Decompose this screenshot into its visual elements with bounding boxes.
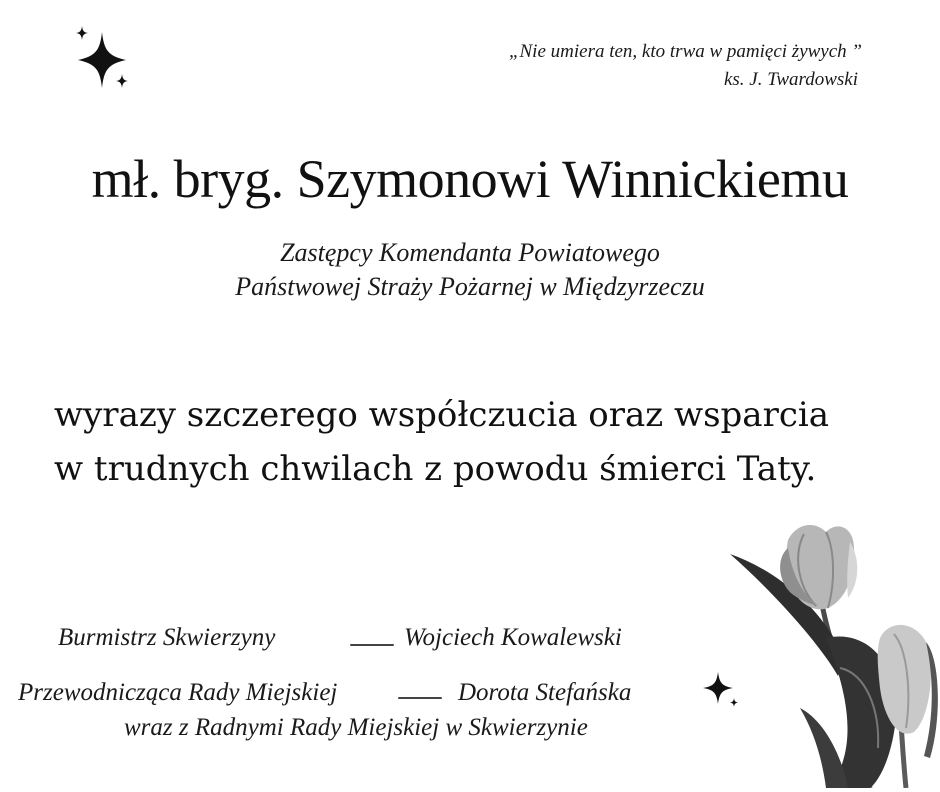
- page-title: mł. bryg. Szymonowi Winnickiemu: [91, 149, 849, 209]
- signature-dash-2: [398, 697, 442, 699]
- signature-name-2: Dorota Stefańska: [458, 679, 632, 706]
- signature-role-1: Burmistrz Skwierzyny: [58, 624, 276, 651]
- message-line-1: wyrazy szczerego współczucia oraz wsparcia: [54, 395, 830, 435]
- sparkle-icon-top: [70, 26, 134, 94]
- signature-name-1: Wojciech Kowalewski: [404, 624, 622, 651]
- condolence-message: [54, 388, 829, 496]
- tulip-icon: [730, 518, 940, 792]
- subtitle: [0, 236, 940, 304]
- signature-dash-1: [350, 644, 394, 646]
- signature-row-3: wraz z Radnymi Rady Miejskiej w Skwierzynie: [124, 714, 588, 741]
- subtitle-line-1: Zastępcy Komendanta Powiatowego: [280, 238, 660, 267]
- quote-text: „Nie umiera ten, kto trwa w pamięci żywych ”: [508, 41, 862, 62]
- quote-author: ks. J. Twardowski: [723, 69, 858, 90]
- quote-block: [509, 38, 862, 94]
- subtitle-line-2: Państwowej Straży Pożarnej w Międzyrzeczu: [235, 272, 705, 301]
- message-line-2: w trudnych chwilach z powodu śmierci Taty.: [54, 449, 817, 489]
- signature-role-2: Przewodnicząca Rady Miejskiej: [18, 679, 338, 706]
